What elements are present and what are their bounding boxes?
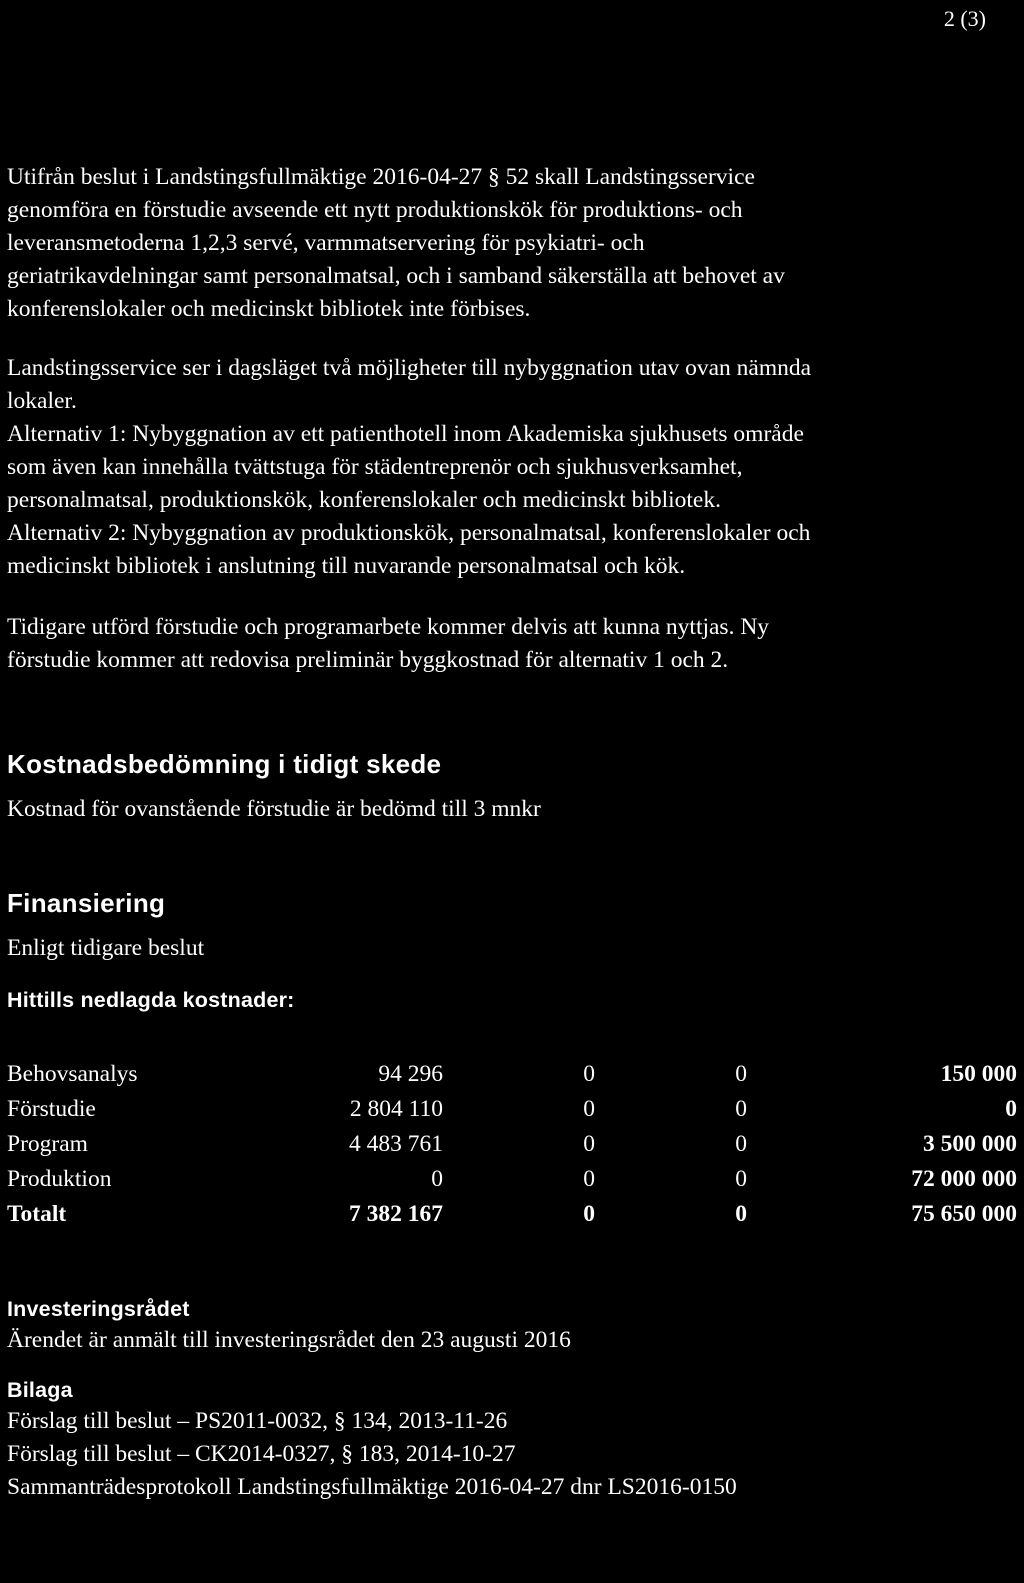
intro-line: genomföra en förstudie avseende ett nytt produktionskök för produktions- och (7, 197, 743, 223)
cell-value: 0 (735, 1201, 747, 1227)
table-row (7, 1162, 1017, 1197)
cell-value: 0 (583, 1131, 595, 1157)
options-line: lokaler. (7, 388, 77, 414)
costs-table (7, 1057, 1017, 1232)
cell-value: 7 382 167 (349, 1201, 443, 1227)
cell-value: 0 (583, 1096, 595, 1122)
cell-value: 2 804 110 (349, 1096, 443, 1122)
attachments-list (7, 1405, 1017, 1504)
cell-value: 0 (735, 1166, 747, 1192)
intro-line: geriatrikavdelningar samt personalmatsal, och i samband säkerställa att behovet av (7, 263, 785, 289)
cell-value: 3 500 000 (923, 1131, 1017, 1157)
attachment-item: Förslag till beslut – PS2011-0032, § 134, 2013-11-26 (7, 1408, 508, 1434)
prior-line: Tidigare utförd förstudie och programarbete kommer delvis att kunna nyttjas. Ny (7, 614, 770, 640)
cost-estimate-text: Kostnad för ovanstående förstudie är bedömd till 3 mnkr (7, 796, 541, 822)
intro-line: leveransmetoderna 1,2,3 servé, varmmatservering för psykiatri- och (7, 230, 645, 256)
document-body (7, 161, 1017, 1504)
investment-council-heading: Investeringsrådet (7, 1297, 190, 1321)
options-line: medicinskt bibliotek i anslutning till nuvarande personalmatsal och kök. (7, 553, 686, 579)
cell-value: 0 (583, 1166, 595, 1192)
intro-line: Utifrån beslut i Landstingsfullmäktige 2016-04-27 § 52 skall Landstingsservice (7, 164, 755, 190)
row-label: Produktion (7, 1166, 112, 1192)
cost-estimate-heading: Kostnadsbedömning i tidigt skede (7, 749, 442, 779)
prior-work-paragraph (7, 611, 1017, 677)
row-label: Förstudie (7, 1096, 96, 1122)
row-label: Totalt (7, 1201, 67, 1227)
intro-line: konferenslokaler och medicinskt bibliotek inte förbises. (7, 296, 531, 322)
table-total-row (7, 1197, 1017, 1232)
cell-value: 0 (431, 1166, 443, 1192)
financing-heading: Finansiering (7, 888, 166, 918)
row-label: Program (7, 1131, 88, 1157)
attachment-item: Sammanträdesprotokoll Landstingsfullmäktige 2016-04-27 dnr LS2016-0150 (7, 1474, 737, 1500)
cell-value: 4 483 761 (349, 1131, 443, 1157)
cell-value: 72 000 000 (911, 1166, 1017, 1192)
prior-line: förstudie kommer att redovisa preliminär byggkostnad för alternativ 1 och 2. (7, 647, 729, 673)
alternative-2-line: Alternativ 2: Nybyggnation av produktionskök, personalmatsal, konferenslokaler och (7, 520, 811, 546)
alternative-1-line: Alternativ 1: Nybyggnation av ett patienthotell inom Akademiska sjukhusets område (7, 421, 804, 447)
intro-paragraph (7, 161, 1017, 326)
row-label: Behovsanalys (7, 1061, 138, 1087)
cell-value: 150 000 (940, 1061, 1017, 1087)
options-line: personalmatsal, produktionskök, konferenslokaler och medicinskt bibliotek. (7, 487, 721, 513)
table-row (7, 1092, 1017, 1127)
attachments-heading: Bilaga (7, 1378, 73, 1402)
cell-value: 94 296 (378, 1061, 443, 1087)
table-row (7, 1057, 1017, 1092)
costs-so-far-heading: Hittills nedlagda kostnader: (7, 988, 295, 1012)
cell-value: 0 (735, 1131, 747, 1157)
financing-text: Enligt tidigare beslut (7, 935, 205, 961)
cell-value: 0 (583, 1061, 595, 1087)
investment-council-text: Ärendet är anmält till investeringsrådet den 23 augusti 2016 (7, 1327, 571, 1353)
cell-value: 0 (735, 1061, 747, 1087)
options-line: Landstingsservice ser i dagsläget två möjligheter till nybyggnation utav ovan nämnda (7, 355, 812, 381)
attachment-item: Förslag till beslut – CK2014-0327, § 183, 2014-10-27 (7, 1441, 516, 1467)
options-paragraph (7, 352, 1017, 583)
options-line: som även kan innehålla tvättstuga för städentreprenör och sjukhusverksamhet, (7, 454, 743, 480)
cell-value: 0 (735, 1096, 747, 1122)
page-number: 2 (3) (943, 6, 986, 31)
cell-value: 75 650 000 (911, 1201, 1017, 1227)
table-row (7, 1127, 1017, 1162)
cell-value: 0 (583, 1201, 595, 1227)
cell-value: 0 (1005, 1096, 1017, 1122)
